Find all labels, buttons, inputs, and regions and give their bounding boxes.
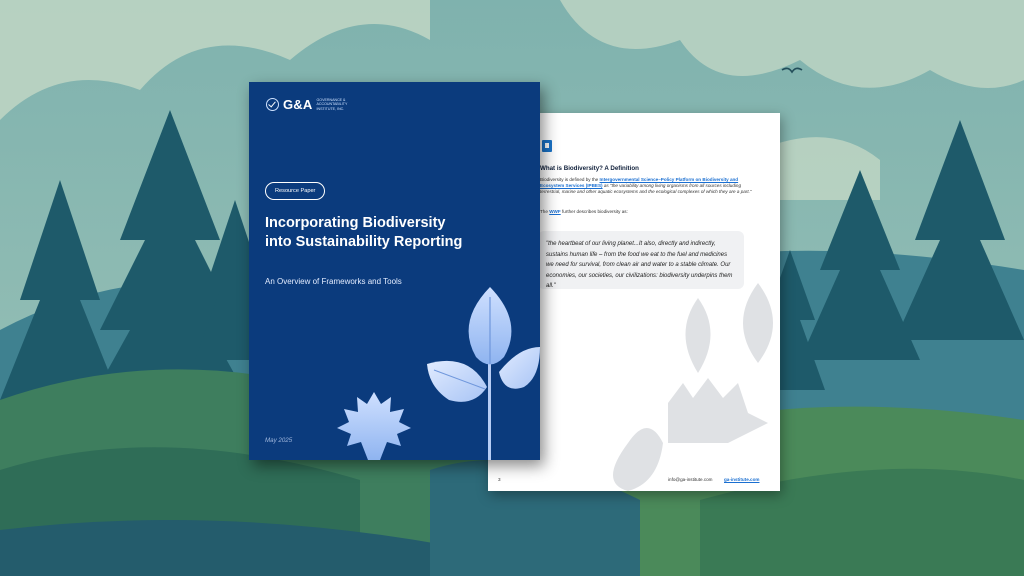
document-title: Incorporating Biodiversity into Sustainability Reporting	[265, 215, 463, 250]
section-heading: What is Biodiversity? A Definition	[540, 165, 639, 172]
footer-website-link[interactable]: ga-institute.com	[724, 477, 760, 482]
publication-date: May 2025	[265, 437, 293, 444]
page-number: 3	[498, 477, 501, 482]
brand-logo	[266, 97, 365, 112]
plant-leaf-illustration	[249, 82, 540, 460]
resource-paper-badge: Resource Paper	[265, 182, 325, 200]
wwf-link[interactable]: WWF	[549, 209, 561, 214]
document-subtitle: An Overview of Frameworks and Tools	[265, 277, 402, 286]
wwf-paragraph: The WWF further describes biodiversity as:	[540, 209, 628, 214]
brand-subtitle: GOVERNANCE & ACCOUNTABILITY INSTITUTE, INC.	[316, 98, 348, 111]
quote-box: "the heartbeat of our living planet...It also, directly and indirectly, sustains human life – from the food we eat to the fuel and medicines we need for survival, from clean air and water to a stable climate. Our economies, our societies, our civilizations: biodiversity underpins them all."	[538, 231, 744, 289]
check-circle-icon	[266, 98, 279, 111]
ipbes-link[interactable]: Intergovernmental Science–Policy Platform on Biodiversity and Ecosystem Services (IPBES)	[540, 177, 739, 189]
document-cover	[249, 82, 540, 460]
footer-email[interactable]: info@ga-institute.com	[668, 477, 713, 482]
brand-name: G&A	[283, 97, 313, 112]
book-icon	[542, 140, 552, 152]
definition-paragraph: Biodiversity is defined by the Intergovernmental Science–Policy Platform on Biodiversity and Ecosystem Services (IPBES) as "the variability among living organisms from all sources including terrestrial, marine and other aquatic ecosystems and the ecological complexes of which they are a part."	[540, 177, 752, 195]
